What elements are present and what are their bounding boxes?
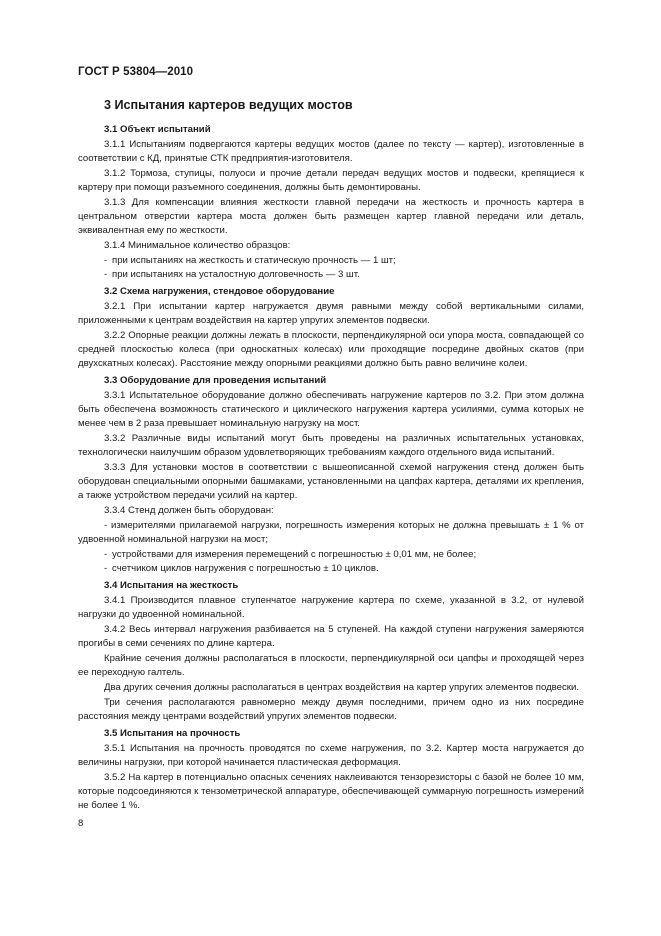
subsection-title: 3.4 Испытания на жесткость	[104, 580, 239, 591]
subsection-3-1	[78, 123, 584, 282]
paragraph: 3.1.4 Минимальное количество образцов:	[104, 240, 291, 251]
list-dash: -	[104, 563, 108, 574]
subsection-title: 3.2 Схема нагружения, стендовое оборудование	[104, 286, 335, 297]
subsection-title: 3.3 Оборудование для проведения испытаний	[104, 375, 327, 386]
list-item-text: при испытаниях на усталостную долговечность — 3 шт.	[112, 269, 360, 280]
paragraph: 3.4.2 Весь интервал нагружения разбивается на 5 ступеней. На каждой ступени нагружения замеряются прогибы в семи сечениях по длине картера.	[78, 624, 584, 649]
paragraph: Три сечения располагаются равномерно между двумя последними, причем одно из них посредине расстояния между центрами воздействий упругих элементов подвески.	[78, 697, 584, 722]
list-item	[104, 254, 584, 268]
document-body	[78, 97, 584, 814]
list-item	[104, 548, 584, 562]
paragraph: 3.3.4 Стенд должен быть оборудован:	[104, 505, 274, 516]
paragraph: 3.1.3 Для компенсации влияния жесткости главной передачи на жесткость и прочность картера в центральном отверстии картера моста должен быть размещен картер главной передачи или деталь, эквивалентная ему по жесткости.	[78, 197, 584, 236]
paragraph: 3.5.1 Испытания на прочность проводятся по схеме нагружения, по 3.2. Картер моста нагружается до величины нагрузки, при которой начинается пластическая деформация.	[78, 743, 584, 768]
paragraph: Крайние сечения должны располагаться в плоскости, перпендикулярной оси цапфы и проходящей через ее переходную галтель.	[78, 653, 584, 678]
subsection-title: 3.5 Испытания на прочность	[104, 728, 241, 739]
list-item	[104, 268, 584, 282]
paragraph: 3.2.1 При испытании картер нагружается двумя равными между собой вертикальными силами, приложенными к центрам воздействия на картер упругих элементов подвески.	[78, 301, 584, 326]
list-dash: -	[104, 269, 108, 280]
list-item	[104, 562, 584, 576]
paragraph: Два других сечения должны располагаться в центрах воздействия на картер упругих элементов подвески.	[104, 682, 580, 693]
paragraph: 3.2.2 Опорные реакции должны лежать в плоскости, перпендикулярной оси упора моста, совпадающей со средней плоскостью колеса (при односкатных колесах) или проходящие посредине двойных скатов (при двухскатных колесах). Расстояние между опорными реакциями должно быть равно величине колеи.	[78, 330, 584, 369]
paragraph: 3.3.3 Для установки мостов в соответствии с вышеописанной схемой нагружения стенд должен быть оборудован специальными опорными башмаками, установленными на цапфах картера, деталями их крепления, а также устройством передачи усилий на картер.	[78, 462, 584, 501]
list-dash: -	[104, 255, 108, 266]
document-header: ГОСТ Р 53804—2010	[78, 66, 194, 78]
list-item-text: устройствами для измерения перемещений с погрешностью ± 0,01 мм, не более;	[112, 549, 477, 560]
section-title: 3 Испытания картеров ведущих мостов	[104, 98, 353, 112]
subsection-title: 3.1 Объект испытаний	[104, 124, 211, 135]
paragraph: 3.1.1 Испытаниям подвергаются картеры ведущих мостов (далее по тексту — картер), изготовленные в соответствии с КД, принятые СТК предприятия-изготовителя.	[78, 139, 584, 164]
page-number: 8	[78, 818, 84, 829]
paragraph: 3.1.2 Тормоза, ступицы, полуоси и прочие детали передач ведущих мостов и подвески, крепящиеся к картеру при помощи разъемного соединения, должны быть демонтированы.	[78, 168, 584, 193]
subsection-3-3	[78, 374, 584, 576]
paragraph: 3.5.2 На картер в потенциально опасных сечениях наклеиваются тензорезисторы с базой не более 10 мм, которые подсоединяются к тензометрической аппаратуре, обеспечивающей суммарную погрешность измерений не более 1 %.	[78, 772, 584, 811]
list-item-text: счетчиком циклов нагружения с погрешностью ± 10 циклов.	[112, 563, 379, 574]
subsection-3-5	[78, 727, 584, 813]
paragraph: 3.3.1 Испытательное оборудование должно обеспечивать нагружение картеров по 3.2. При этом должна быть обеспечена возможность статического и циклического нагружения картера усилиями, сумма которых не менее чем в 2 раза превышает номинальную нагрузку на мост.	[78, 390, 584, 429]
subsection-3-2	[78, 285, 584, 371]
paragraph: - измерителями прилагаемой нагрузки, погрешность измерения которых не должна превышать ± 1 % от удвоенной номинальной нагрузки на мост;	[78, 520, 584, 545]
list-dash: -	[104, 549, 108, 560]
paragraph: 3.3.2 Различные виды испытаний могут быть проведены на различных испытательных установках, технологически наилучшим образом удовлетворяющих требованиям каждого отдельного вида испытаний.	[78, 433, 584, 458]
paragraph: 3.4.1 Производится плавное ступенчатое нагружение картера по схеме, указанной в 3.2, от нулевой нагрузки до удвоенной номинальной.	[78, 595, 584, 620]
list-item-text: при испытаниях на жесткость и статическую прочность — 1 шт;	[112, 255, 396, 266]
subsection-3-4	[78, 579, 584, 724]
